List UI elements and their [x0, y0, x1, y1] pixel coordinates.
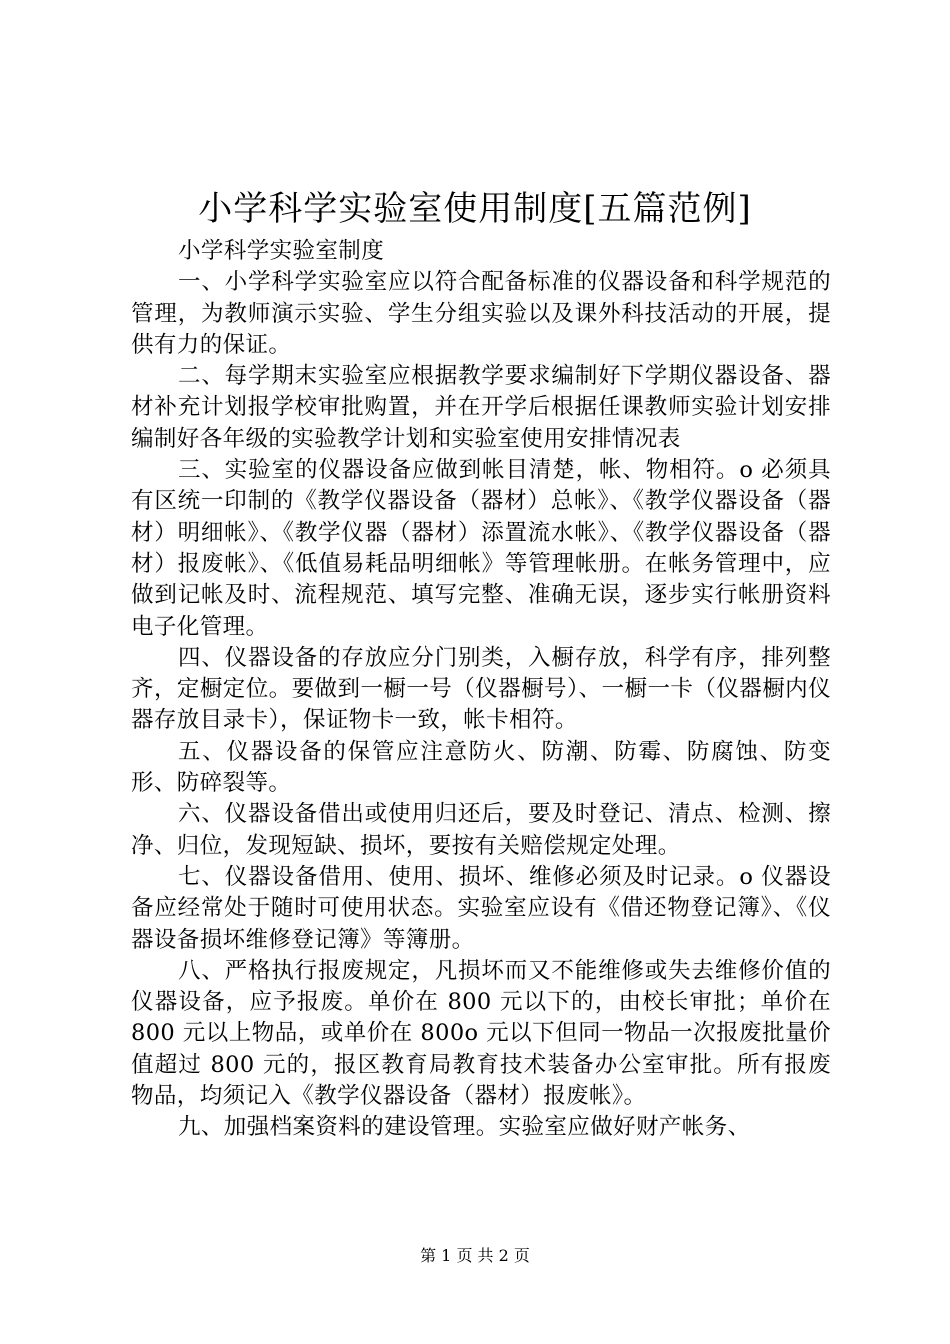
paragraph: 二、每学期末实验室应根据教学要求编制好下学期仪器设备、器材补充计划报学校审批购置，并在开学后根据任课教师实验计划安排编制好各年级的实验教学计划和实验室使用安排情况表: [131, 363, 831, 452]
paragraph: 六、仪器设备借出或使用归还后，要及时登记、清点、检测、擦净、归位，发现短缺、损坏，要按有关赔偿规定处理。: [131, 801, 831, 859]
page-footer: 第 1 页 共 2 页: [420, 1246, 530, 1265]
paragraph: 三、实验室的仪器设备应做到帐目清楚，帐、物相符。o 必须具有区统一印制的《教学仪器设备（器材）总帐》、《教学仪器设备（器材）明细帐》、《教学仪器（器材）添置流水帐》、《教学仪器设备（器材）报废帐》、《低值易耗品明细帐》等管理帐册。在帐务管理中，应做到记帐及时、流程规范、填写完整、准确无误，逐步实行帐册资料电子化管理。: [131, 457, 831, 640]
paragraph: 八、严格执行报废规定，凡损坏而又不能维修或失去维修价值的仪器设备，应予报废。单价在 800 元以下的，由校长审批；单价在 800 元以上物品，或单价在 800o 元以下但同一物品一次报废批量价值超过 800 元的，报区教育局教育技术装备办公室审批。所有报废物品，均须记入《教学仪器设备（器材）报废帐》。: [131, 957, 831, 1110]
document-title: 小学科学实验室使用制度[五篇范例]: [198, 189, 752, 229]
paragraph: 五、仪器设备的保管应注意防火、防潮、防霉、防腐蚀、防变形、防碎裂等。: [131, 738, 831, 797]
paragraph: 四、仪器设备的存放应分门别类，入橱存放，科学有序，排列整齐，定橱定位。要做到一橱一号（仪器橱号）、一橱一卡（仪器橱内仪器存放目录卡），保证物卡一致，帐卡相符。: [131, 644, 831, 734]
paragraph: 一、小学科学实验室应以符合配备标准的仪器设备和科学规范的管理，为教师演示实验、学生分组实验以及课外科技活动的开展，提供有力的保证。: [131, 269, 831, 358]
paragraph: 七、仪器设备借用、使用、损坏、维修必须及时记录。o 仪器设备应经常处于随时可使用状态。实验室应设有《借还物登记簿》、《仪器设备损坏维修登记簿》等簿册。: [131, 863, 831, 953]
document-body: [131, 236, 831, 1144]
document-subtitle: 小学科学实验室制度: [178, 238, 385, 264]
paragraph: 九、加强档案资料的建设管理。实验室应做好财产帐务、: [178, 1114, 751, 1141]
